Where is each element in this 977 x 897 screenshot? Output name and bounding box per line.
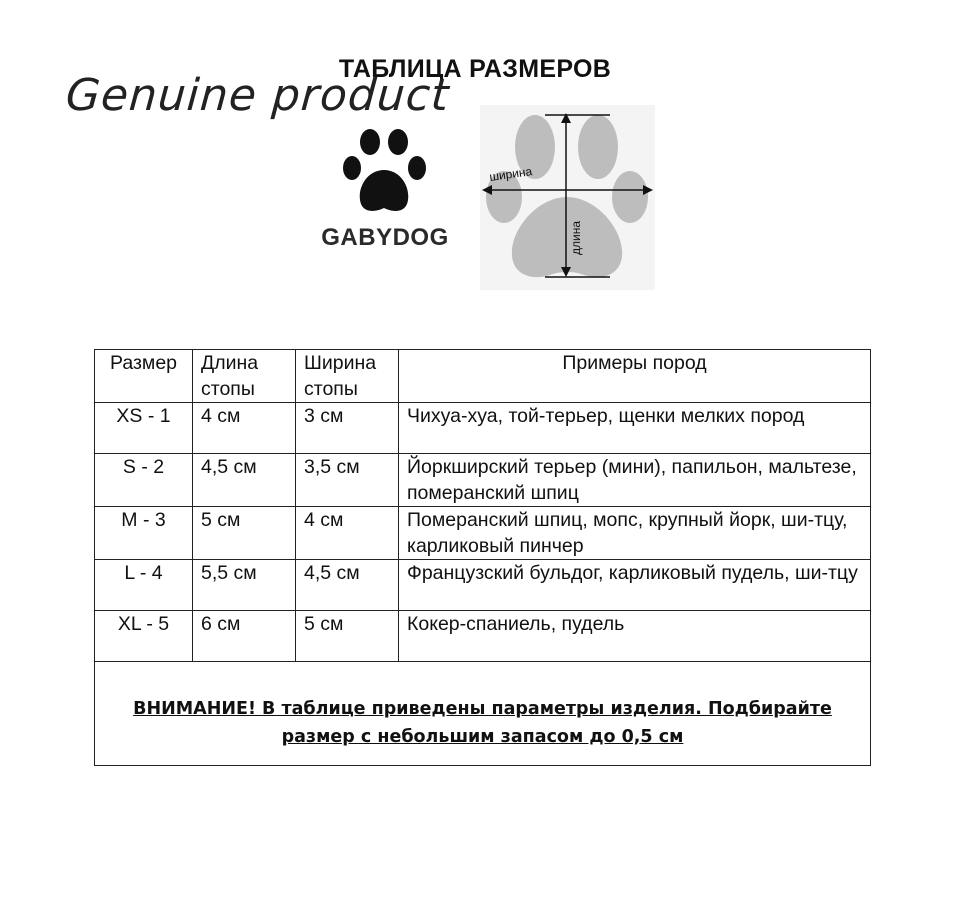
cell-breeds: Чихуа-хуа, той-терьер, щенки мелких пород	[399, 403, 871, 454]
table-row	[95, 507, 871, 560]
table-header-row	[95, 350, 871, 403]
table-row	[95, 403, 871, 454]
cell-width: 4,5 см	[296, 560, 399, 611]
length-label: длина	[569, 220, 583, 255]
header-size: Размер	[95, 350, 193, 403]
cell-width: 3,5 см	[296, 454, 399, 507]
cell-length: 4 см	[193, 403, 296, 454]
table-row	[95, 454, 871, 507]
brand-logo	[310, 120, 460, 260]
genuine-product-text: Genuine product	[64, 70, 452, 121]
cell-size: XS - 1	[95, 403, 193, 454]
paw-measure-diagram	[480, 105, 655, 295]
cell-length: 5,5 см	[193, 560, 296, 611]
header-width: Ширина стопы	[296, 350, 399, 403]
cell-size: XL - 5	[95, 611, 193, 662]
size-table	[94, 349, 871, 766]
table-note-row	[95, 662, 871, 766]
cell-length: 5 см	[193, 507, 296, 560]
cell-size: S - 2	[95, 454, 193, 507]
table-row	[95, 560, 871, 611]
brand-name: GABYDOG	[321, 224, 449, 251]
paw-print-icon	[340, 120, 430, 220]
cell-breeds: Померанский шпиц, мопс, крупный йорк, ши-тцу, карликовый пинчер	[399, 507, 871, 560]
cell-size: M - 3	[95, 507, 193, 560]
page-title: ТАБЛИЦА РАЗМЕРОВ	[338, 55, 612, 83]
width-label: ширина	[488, 164, 534, 184]
cell-width: 5 см	[296, 611, 399, 662]
header-breeds: Примеры пород	[399, 350, 871, 403]
cell-breeds: Французский бульдог, карликовый пудель, ши-тцу	[399, 560, 871, 611]
cell-breeds: Кокер-спаниель, пудель	[399, 611, 871, 662]
cell-size: L - 4	[95, 560, 193, 611]
attention-note: ВНИМАНИЕ! В таблице приведены параметры изделия. Подбирайте размер с небольшим запасом до 0,5 см	[95, 662, 871, 766]
header-length: Длина стопы	[193, 350, 296, 403]
table-row	[95, 611, 871, 662]
cell-breeds: Йоркширский терьер (мини), папильон, мальтезе, померанский шпиц	[399, 454, 871, 507]
cell-width: 3 см	[296, 403, 399, 454]
cell-width: 4 см	[296, 507, 399, 560]
cell-length: 6 см	[193, 611, 296, 662]
cell-length: 4,5 см	[193, 454, 296, 507]
